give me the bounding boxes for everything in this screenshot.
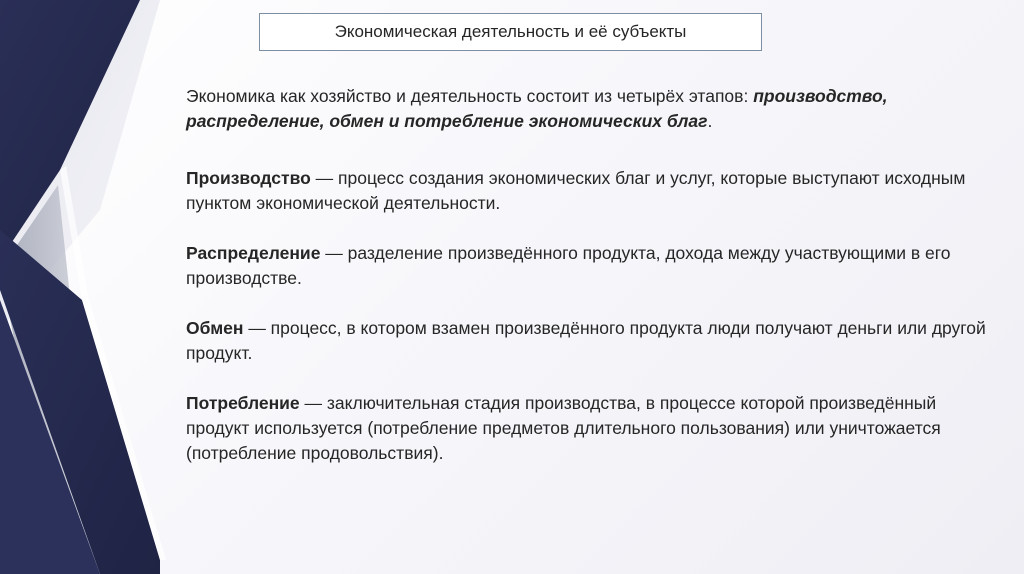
definition-consumption-text: — заключительная стадия производства, в процессе которой произведённый продукт используется (потребление предметов длительного пользования) или уничтожается (потребление продовольствия). <box>186 393 941 463</box>
intro-paragraph <box>186 84 996 134</box>
definition-exchange-text: — процесс, в котором взамен произведённого продукта люди получают деньги или другой продукт. <box>186 318 986 363</box>
intro-end: . <box>707 111 713 131</box>
definition-production-text: — процесс создания экономических благ и услуг, которые выступают исходным пунктом экономической деятельности. <box>186 168 966 213</box>
intro-stages: производство, распределение, обмен и потребление экономических благ <box>186 86 888 131</box>
term-distribution: Распределение <box>186 243 321 263</box>
term-production: Производство <box>186 168 311 188</box>
definition-distribution <box>186 241 996 291</box>
intro-lead: Экономика как хозяйство и деятельность состоит из четырёх этапов: <box>186 86 754 106</box>
definition-distribution-text: — разделение произведённого продукта, дохода между участвующими в его производстве. <box>186 243 951 288</box>
term-exchange: Обмен <box>186 318 244 338</box>
definition-exchange <box>186 316 996 366</box>
term-consumption: Потребление <box>186 393 300 413</box>
definition-consumption <box>186 391 996 466</box>
slide-title: Экономическая деятельность и её субъекты <box>259 13 762 51</box>
definition-production <box>186 166 996 216</box>
slide-content <box>186 84 996 491</box>
